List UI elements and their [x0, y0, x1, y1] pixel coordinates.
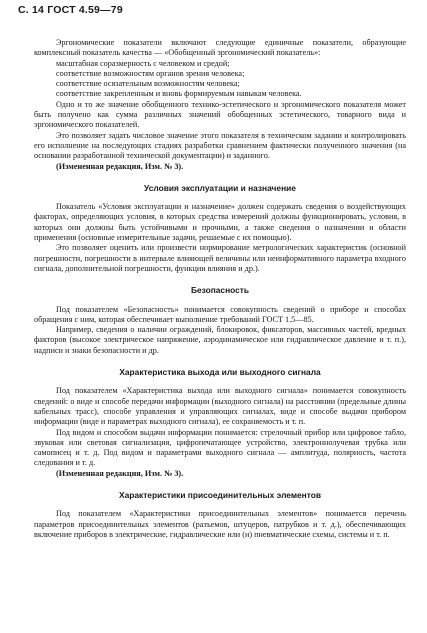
section-heading-connection: Характеристики присоединительных элементов — [119, 489, 321, 500]
list-item: масштабная соразмерность с человеком и средой; — [56, 58, 230, 68]
section-heading-output: Характеристика выхода или выходного сигнала — [119, 367, 321, 378]
list-item: соответствие возможностям органов зрения человека; — [56, 68, 245, 78]
running-head: С. 14 ГОСТ 4.59—79 — [18, 4, 123, 16]
section-heading-safety: Безопасность — [190, 285, 250, 296]
amendment-note: (Измененная редакция, Изм. № 3). — [56, 161, 184, 171]
output-paragraph-2: Под видом и способом выдачи информации понимается: стрелочный прибор или цифровое табло, звуковая или световая сигнализация, цифропечатающее устройство, электроннолучевая трубка или самописец и т. д. Под видом и параметрами выходного сигнала — амплитуда, полярность, частота следования и т. д. — [34, 427, 406, 468]
conditions-paragraph-2: Это позволяет оценить или произвести нормирование метрологических характеристик (основной погрешности, погрешности в интервале влияющей величины или неинформативного параметра входного сигнала, дополнительной погрешности, функции влияния и др.). — [34, 243, 406, 273]
intro-paragraph-1: Эргономические показатели включают следующие единичные показатели, образующие комплексный показатель качества — «Обобщенный эргономический показатель»: — [34, 38, 406, 58]
list-item: соответствие закрепленным и вновь формируемым навыкам человека. — [56, 89, 302, 99]
list-item: соответствие осязательным возможностям человека; — [56, 79, 240, 89]
intro-paragraph-3: Это позволяет задать числовое значение этого показателя в техническом задании и контролировать его исполнение на последующих стадиях разработки сравнением фактически полученного значения (на основании разработанной технической документации) и заданного. — [34, 130, 406, 161]
safety-paragraph-2: Например, сведения о наличии ограждений, блокировок, фиксаторов, массивных частей, вредных факторов (высокое электрическое напряжение, аэродинамическое или гидравлическое давление и т. п.), надписи и знаки безопасности и др. — [34, 325, 406, 355]
safety-paragraph-1: Под показателем «Безопасность» понимается совокупность сведений о приборе и способах обращения с ним, которая обеспечивает выполнение требований ГОСТ 1.5—85. — [34, 304, 406, 324]
section-heading-conditions: Условия эксплуатации и назначение — [144, 182, 296, 193]
output-paragraph-1: Под показателем «Характеристика выхода или выходного сигнала» понимается совокупность сведений: о виде и способе передачи информации (выходного сигнала) на расстоянии (предельные длины кабельных трасс), способе управления и управляющих сигналах, виде и способе выдачи прибором информации (виде и параметрах выходного сигнала), ее сохраняемость и т. п. — [34, 386, 406, 427]
amendment-note: (Измененная редакция, Изм. № 3). — [56, 468, 184, 478]
intro-paragraph-2: Одно и то же значение обобщенного технико-эстетического и эргономического показателя может быть получено как сумма различных значений обобщенных эстетического, товарного вида и эргономического показателей. — [34, 99, 406, 130]
conditions-paragraph-1: Показатель «Условия эксплуатации и назначение» должен содержать сведения о воздействующих факторах, определяющих условия, в которых средства измерений должны функционировать, условия, в которых они должны быть устойчивыми и прочными, а также сведения о назначении и области применения (основные измерительные задачи, решаемые с их помощью). — [34, 202, 406, 243]
page-content — [34, 38, 406, 540]
connection-paragraph-1: Под показателем «Характеристики присоединительных элементов» понимается перечень параметров присоединительных элементов (разъемов, штуцеров, патрубков и т. д.), обеспечивающих включение приборов в электрические, гидравлические или (и) пневматические схемы, системы и т. п. — [34, 509, 406, 539]
